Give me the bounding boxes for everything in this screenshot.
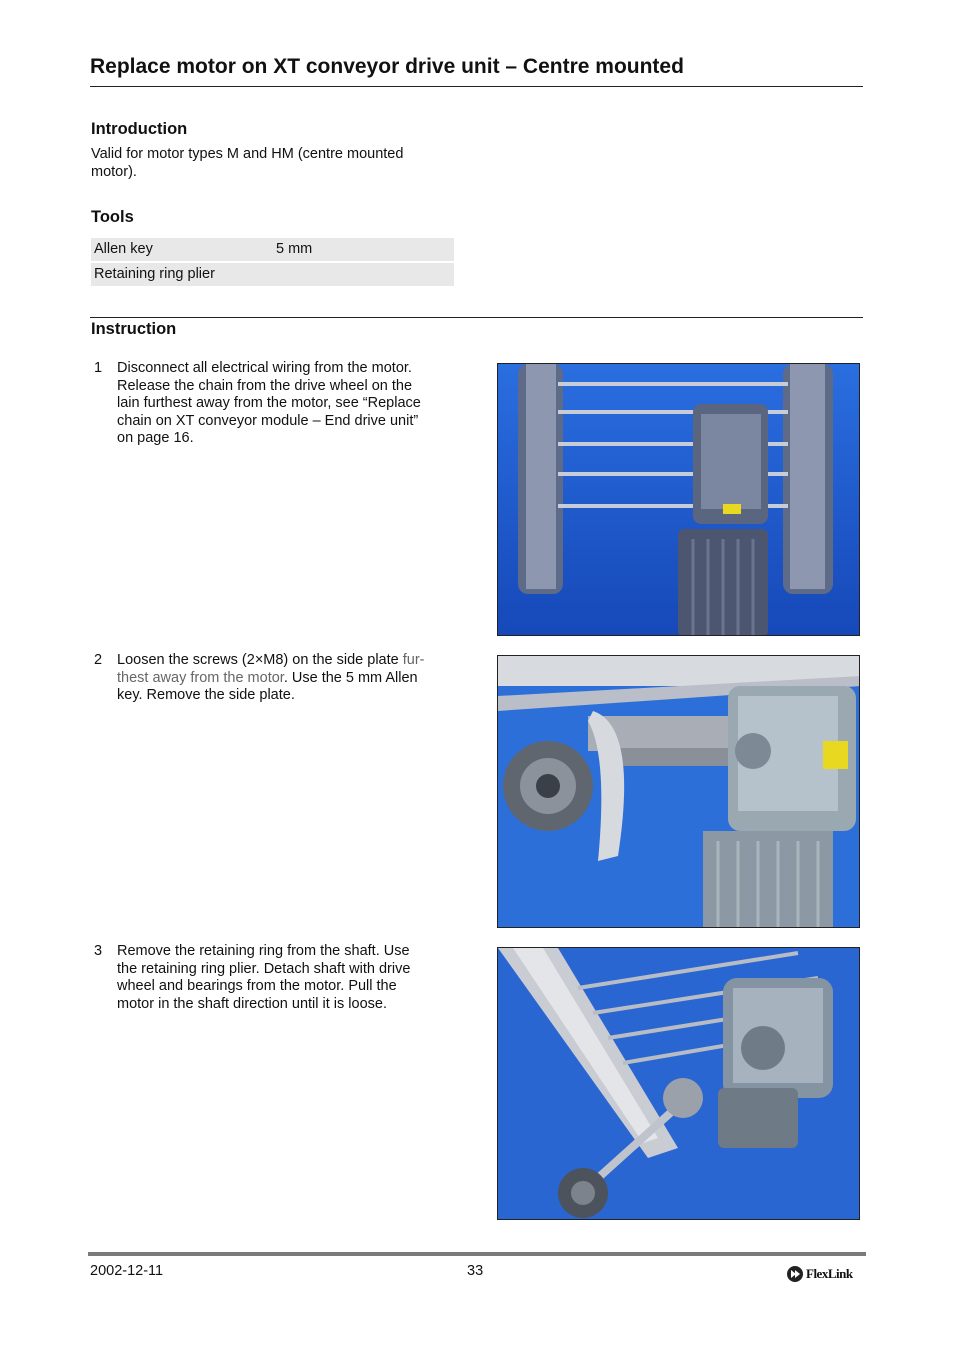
flexlink-logo-icon [786, 1265, 804, 1283]
footer-rule [88, 1252, 866, 1256]
introduction-heading: Introduction [91, 120, 188, 138]
step-line: Remove the retaining ring from the shaft. Use [117, 943, 410, 959]
step-line [117, 652, 457, 670]
photo-step-3 [497, 947, 860, 1220]
step-line: lain furthest away from the motor, see “Replace [117, 395, 421, 411]
tool-name: Retaining ring plier [94, 266, 215, 282]
tools-row [91, 238, 454, 261]
step-number: 1 [94, 360, 103, 376]
introduction-text-line2: motor). [91, 164, 137, 180]
step-line: chain on XT conveyor module – End drive unit” [117, 412, 419, 429]
step-line: the retaining ring plier. Detach shaft with drive [117, 960, 411, 977]
step-text [117, 360, 457, 448]
step-line: wheel and bearings from the motor. Pull the [117, 978, 397, 994]
tool-value: 5 mm [276, 241, 313, 257]
step-line: on page 16. [117, 430, 194, 446]
page-number: 33 [467, 1263, 484, 1279]
step-line-part: . Use the 5 mm Allen [283, 669, 418, 686]
instruction-rule [90, 317, 863, 318]
step-line-part: Loosen the screws (2×M8) on the side plate [117, 652, 403, 668]
photo-step-2 [497, 655, 860, 928]
step-line [117, 670, 457, 688]
step-text [117, 943, 457, 1013]
instruction-heading: Instruction [91, 320, 177, 338]
tools-heading: Tools [91, 208, 134, 226]
step-number: 3 [94, 943, 103, 959]
step-number: 2 [94, 652, 103, 668]
title-rule [90, 86, 863, 87]
footer-date: 2002-12-11 [90, 1263, 164, 1279]
step-line-part: fur- [402, 652, 425, 668]
step-line: key. Remove the side plate. [117, 687, 295, 703]
tool-name: Allen key [94, 241, 153, 257]
photo-step-1 [497, 363, 860, 636]
flexlink-logo [786, 1265, 866, 1283]
step-line: Release the chain from the drive wheel on the [117, 377, 413, 394]
introduction-text-line1: Valid for motor types M and HM (centre mounted [91, 146, 404, 162]
logo-text: FlexLink [806, 1266, 853, 1281]
page-title: Replace motor on XT conveyor drive unit – Centre mounted [90, 55, 684, 78]
tools-row [91, 263, 454, 286]
step-text [117, 652, 457, 705]
step-line: Disconnect all electrical wiring from the motor. [117, 360, 412, 376]
step-line-part: thest away from the motor [117, 669, 284, 686]
step-line: motor in the shaft direction until it is loose. [117, 995, 387, 1012]
